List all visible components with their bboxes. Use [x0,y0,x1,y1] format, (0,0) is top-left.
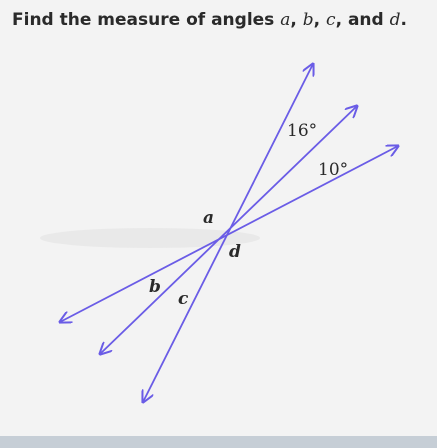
question-separator-3: , and [335,10,390,30]
question-angle-d: d [389,10,401,30]
label-angle-d: d [229,242,241,262]
question-angle-b: b [302,10,314,30]
question-angle-a: a [280,10,291,30]
label-angle-b: b [149,277,161,297]
question-angle-c: c [326,10,336,30]
footer-bar [0,436,437,448]
label-angle-c: c [178,289,189,309]
question-suffix: . [400,10,407,30]
label-given-lower: 10° [318,160,349,180]
label-given-upper: 16° [287,121,318,141]
label-angle-a: a [203,208,215,228]
question-separator-2: , [313,10,327,30]
question-prefix: Find the measure of angles [12,10,281,30]
question-separator-1: , [290,10,303,30]
